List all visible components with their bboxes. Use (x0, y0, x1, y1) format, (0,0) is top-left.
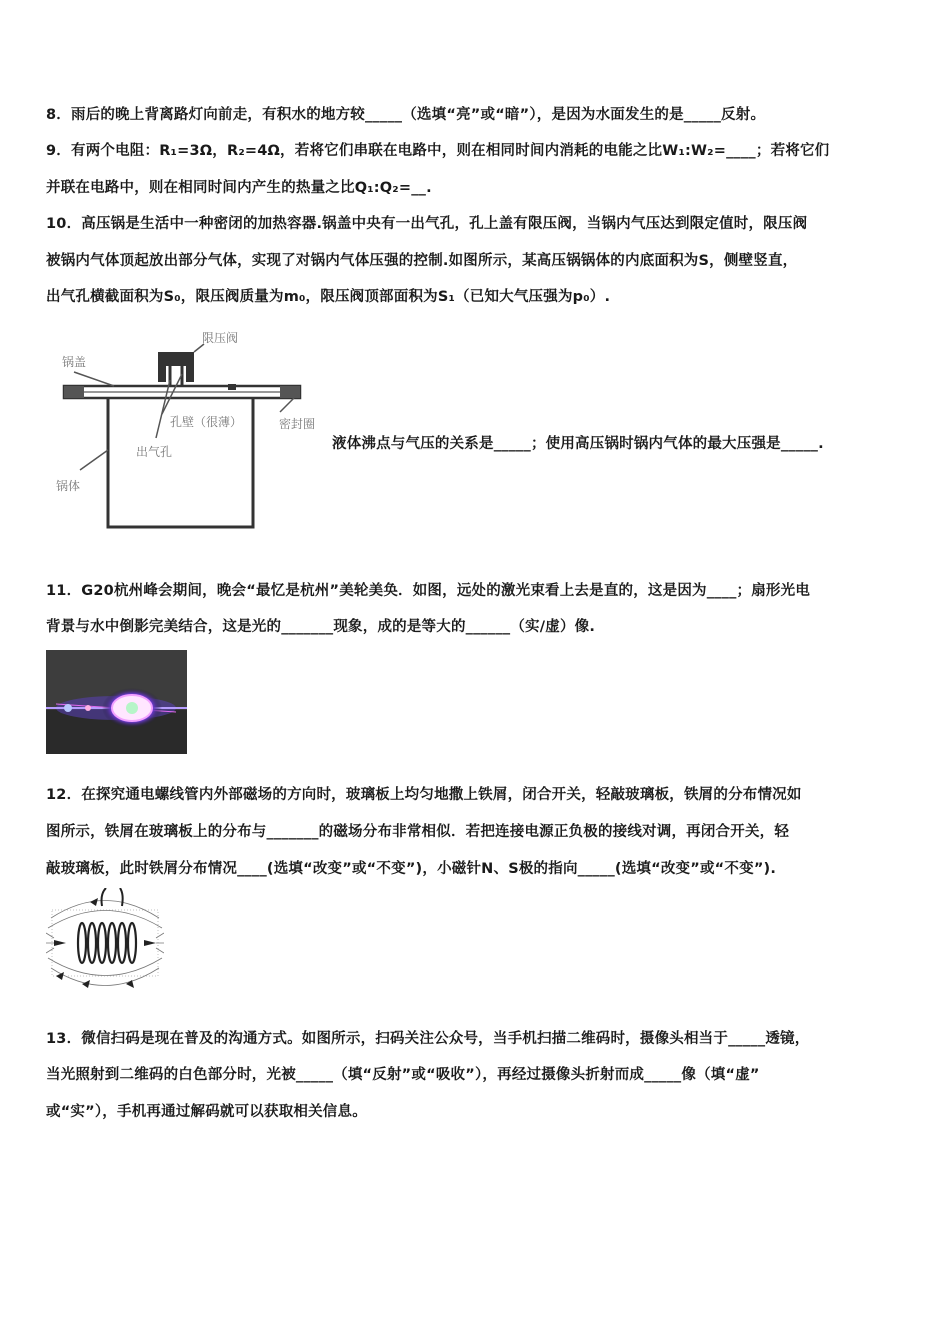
label-valve: 限压阀 (202, 331, 239, 345)
q13-line-1: 13．微信扫码是现在普及的沟通方式。如图所示，扫码关注公众号，当手机扫描二维码时，摄像头相当于_____透镜， (46, 1031, 810, 1047)
q13-line-3: 或“实”），手机再通过解码就可以获取相关信息。 (46, 1104, 367, 1120)
pot-body-outline (108, 390, 253, 527)
q12-line-2: 图所示，铁屑在玻璃板上的分布与_______的磁场分布非常相似．若把连接电源正负极的接线对调，再闭合开关，轻 (46, 824, 790, 840)
q8-line-1: 8．雨后的晚上背离路灯向前走，有积水的地方较_____（选填“亮”或“暗”），是因为水面发生的是_____反射。 (46, 107, 766, 123)
q10-line-4: 液体沸点与气压的关系是_____；使用高压锅时锅内气体的最大压强是_____. (332, 436, 824, 452)
pressure-cooker-diagram (44, 322, 334, 534)
label-seal: 密封圈 (279, 417, 316, 431)
q12-line-1: 12．在探究通电螺线管内外部磁场的方向时，玻璃板上均匀地撒上铁屑，闭合开关，轻敲玻璃板，铁屑的分布情况如 (46, 787, 802, 803)
solenoid-iron-filings-figure (46, 888, 164, 992)
label-body: 锅体 (56, 479, 81, 493)
label-wall: 孔壁（很薄） (170, 415, 243, 429)
q9-line-1: 9．有两个电阻：R₁=3Ω，R₂=4Ω，若将它们串联在电路中，则在相同时间内消耗的电能之比W₁:W₂=____；若将它们 (46, 143, 830, 159)
q10-line-3: 出气孔横截面积为S₀，限压阀质量为m₀，限压阀顶部面积为S₁（已知大气压强为p₀）. (46, 289, 611, 305)
pressure-valve (158, 352, 194, 382)
q9-line-2: 并联在电路中，则在相同时间内产生的热量之比Q₁:Q₂=__. (46, 180, 432, 196)
q12-line-3: 敲玻璃板，此时铁屑分布情况____(选填“改变”或“不变”)，小磁针N、S极的指向_____(选填“改变”或“不变”). (46, 861, 777, 877)
label-lid: 锅盖 (62, 355, 87, 369)
q13-line-2: 当光照射到二维码的白色部分时，光被_____（填“反射”或“吸收”），再经过摄像头折射而成_____像（填“虚” (46, 1067, 760, 1083)
label-vent: 出气孔 (136, 445, 173, 459)
seal-right (280, 386, 300, 398)
seal-left (64, 386, 84, 398)
q11-line-2: 背景与水中倒影完美结合，这是光的_______现象，成的是等大的______（实/虚）像. (46, 619, 596, 635)
q10-line-2: 被锅内气体顶起放出部分气体，实现了对锅内气体压强的控制.如图所示，某高压锅锅体的内底面积为S，侧壁竖直， (46, 253, 798, 269)
q10-line-1: 10．高压锅是生活中一种密闭的加热容器.锅盖中央有一出气孔，孔上盖有限压阀，当锅内气压达到限定值时，限压阀 (46, 216, 808, 232)
q11-line-1: 11．G20杭州峰会期间，晚会“最忆是杭州”美轮美奂．如图，远处的激光束看上去是直的，这是因为____；扇形光电 (46, 583, 811, 599)
g20-light-show-photo (46, 650, 187, 754)
